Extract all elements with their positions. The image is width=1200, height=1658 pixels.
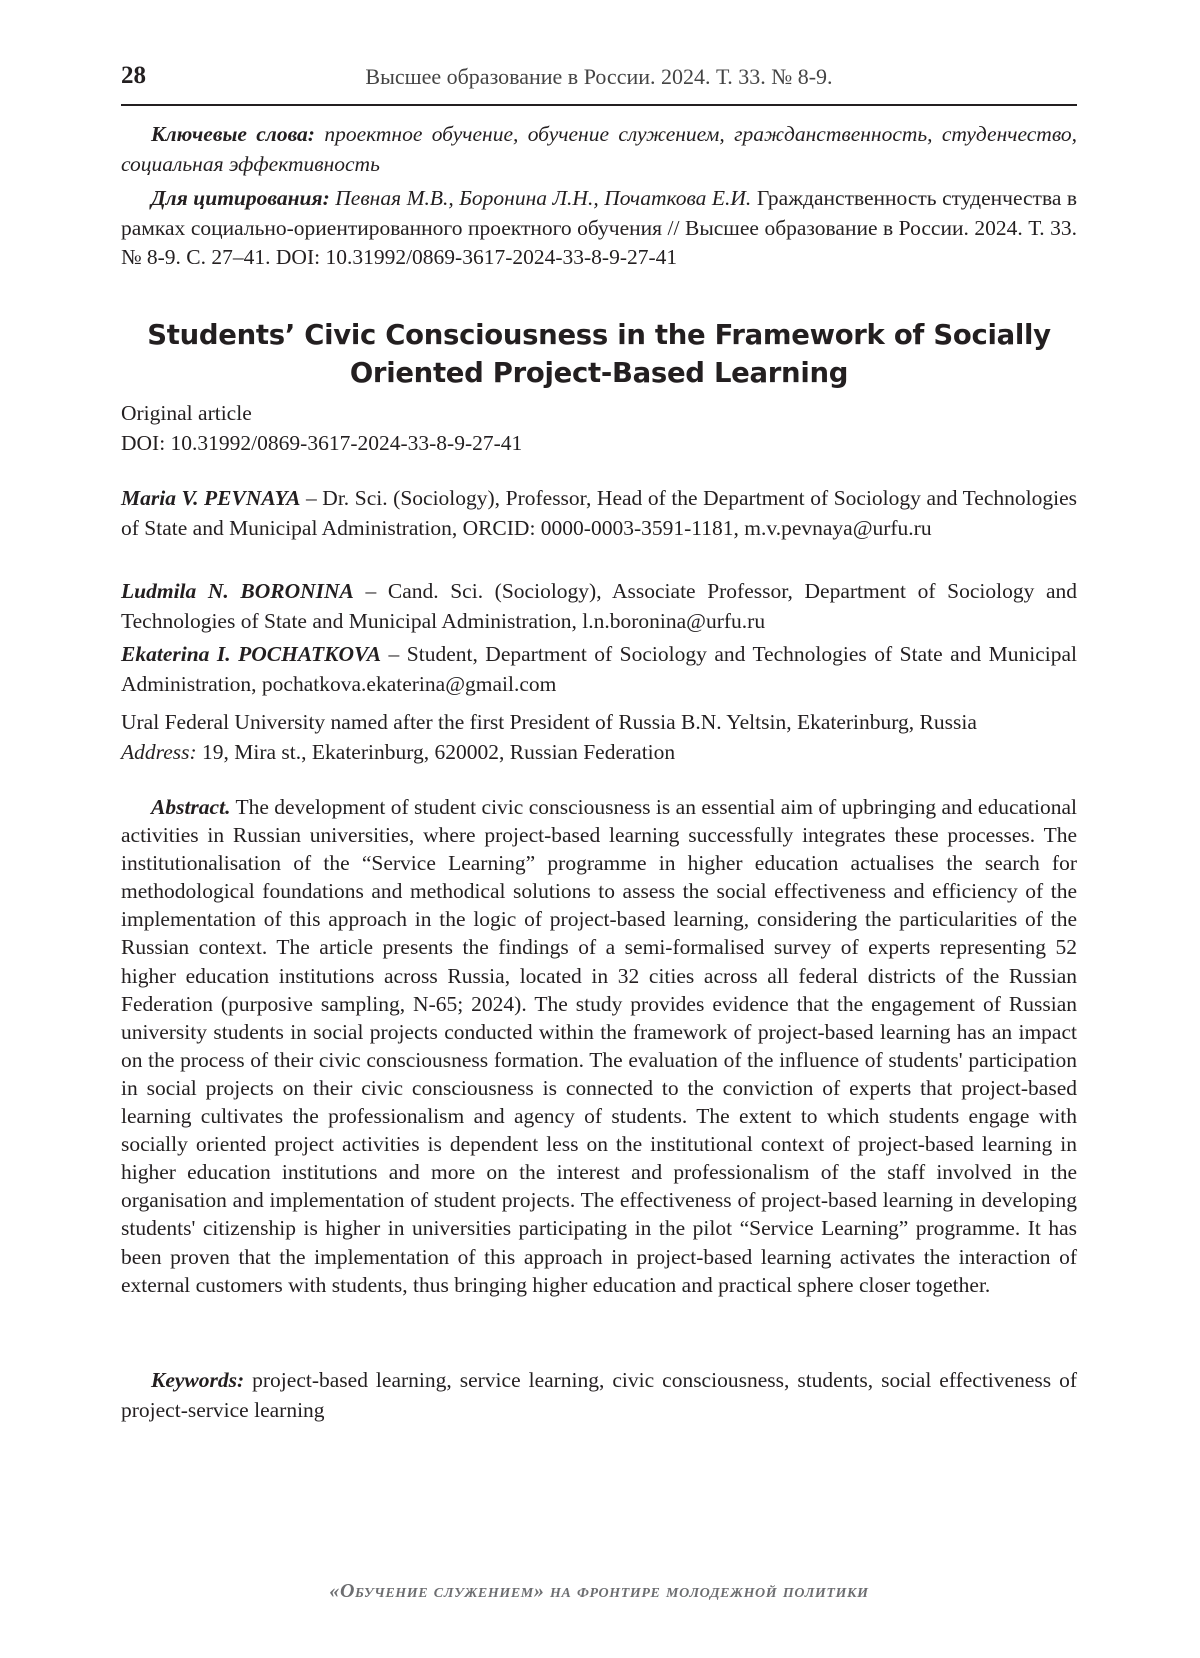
ru-keywords-text: проектное обучение, обучение служением, гражданственность, студенчество, социальная эффективность [121, 122, 1078, 176]
author-name: Maria V. PEVNAYA [121, 486, 301, 510]
ru-keywords-label: Ключевые слова: [151, 122, 315, 146]
ru-citation-label: Для цитирования: [151, 186, 330, 210]
ru-keywords [121, 120, 1077, 179]
title-line-1: Students’ Civic Consciousness in the Framework of Socially [147, 319, 1051, 351]
ru-citation-text: Гражданственность студенчества в рамках социально-ориентированного проектного обучения // Высшее образование в России. 2024. Т. 33. № 8-9. С. 27–41. DOI: 10.31992/0869-3617-2024-33-8-9-27-41 [121, 186, 1078, 269]
university: Ural Federal University named after the first President of Russia B.N. Yeltsin, Ekaterinburg, Russia [121, 710, 977, 734]
article-title [121, 316, 1077, 392]
address-label: Address: [121, 739, 197, 764]
page-footer: «Обучение служением» на фронтире молодежной политики [329, 1580, 869, 1602]
page-number: 28 [121, 62, 146, 89]
ru-citation [121, 184, 1077, 273]
article-meta [121, 399, 1077, 458]
author-details: – Cand. Sci. (Sociology), Associate Professor, Department of Sociology and Technologies of State and Municipal Administration, l.n.boronina@urfu.ru [121, 579, 1077, 633]
affiliation [121, 708, 1077, 767]
author-name: Ludmila N. BORONINA [121, 579, 354, 603]
keywords-label: Keywords: [151, 1368, 245, 1392]
title-line-2: Oriented Project-Based Learning [349, 357, 849, 389]
page-header [121, 62, 1077, 106]
address [121, 738, 1077, 768]
author-details: – Student, Department of Sociology and Technologies of State and Municipal Administration, pochatkova.ekaterina@gmail.com [121, 642, 1077, 696]
abstract-label: Abstract. [151, 795, 231, 819]
address-text: 19, Mira st., Ekaterinburg, 620002, Russian Federation [196, 739, 676, 764]
author-name: Ekaterina I. POCHATKOVA [121, 642, 382, 666]
abstract [121, 793, 1077, 1299]
author-2 [121, 577, 1077, 636]
author-1 [121, 484, 1077, 543]
running-head: Высшее образование в России. 2024. Т. 33. № 8-9. [365, 64, 833, 89]
keywords-text: project-based learning, service learning, civic consciousness, students, social effectiveness of project-service learning [121, 1368, 1077, 1422]
keywords [121, 1366, 1077, 1425]
article-doi: DOI: 10.31992/0869-3617-2024-33-8-9-27-41 [121, 430, 523, 455]
ru-citation-authors: Певная М.В., Боронина Л.Н., Початкова Е.И. [335, 186, 752, 210]
author-3 [121, 640, 1077, 699]
article-type: Original article [121, 401, 252, 425]
abstract-text: The development of student civic consciousness is an essential aim of upbringing and educational activities in Russian universities, where project-based learning successfully integrates these processes. The institutionalisation of the “Service Learning” programme in higher education actualises the search for methodological foundations and methodical solutions to assess the social effectiveness and efficiency of the implementation of this approach in the logic of project-based learning, considering the particularities of the Russian context. The article presents the findings of a semi-formalised survey of experts representing 52 higher education institutions across Russia, located in 32 cities across all federal districts of the Russian Federation (purposive sampling, N-65; 2024). The study provides evidence that the engagement of Russian university students in social projects conducted within the framework of project-based learning has an impact on the process of their civic consciousness formation. The evaluation of the influence of students' participation in social projects on their civic consciousness is connected to the conviction of experts that project-based learning cultivates the professionalism and agency of students. The extent to which students engage with socially oriented project activities is dependent less on the institutional context of project-based learning in higher education institutions and more on the interest and professionalism of the staff involved in the organisation and implementation of student projects. The effectiveness of project-based learning in developing students' citizenship is higher in universities participating in the pilot “Service Learning” programme. It has been proven that the implementation of this approach in project-based learning activates the interaction of external customers with students, thus bringing higher education and practical sphere closer together. [121, 795, 1077, 1297]
author-details: – Dr. Sci. (Sociology), Professor, Head of the Department of Sociology and Technologies of State and Municipal Administration, ORCID: 0000-0003-3591-1181, m.v.pevnaya@urfu.ru [121, 486, 1078, 540]
